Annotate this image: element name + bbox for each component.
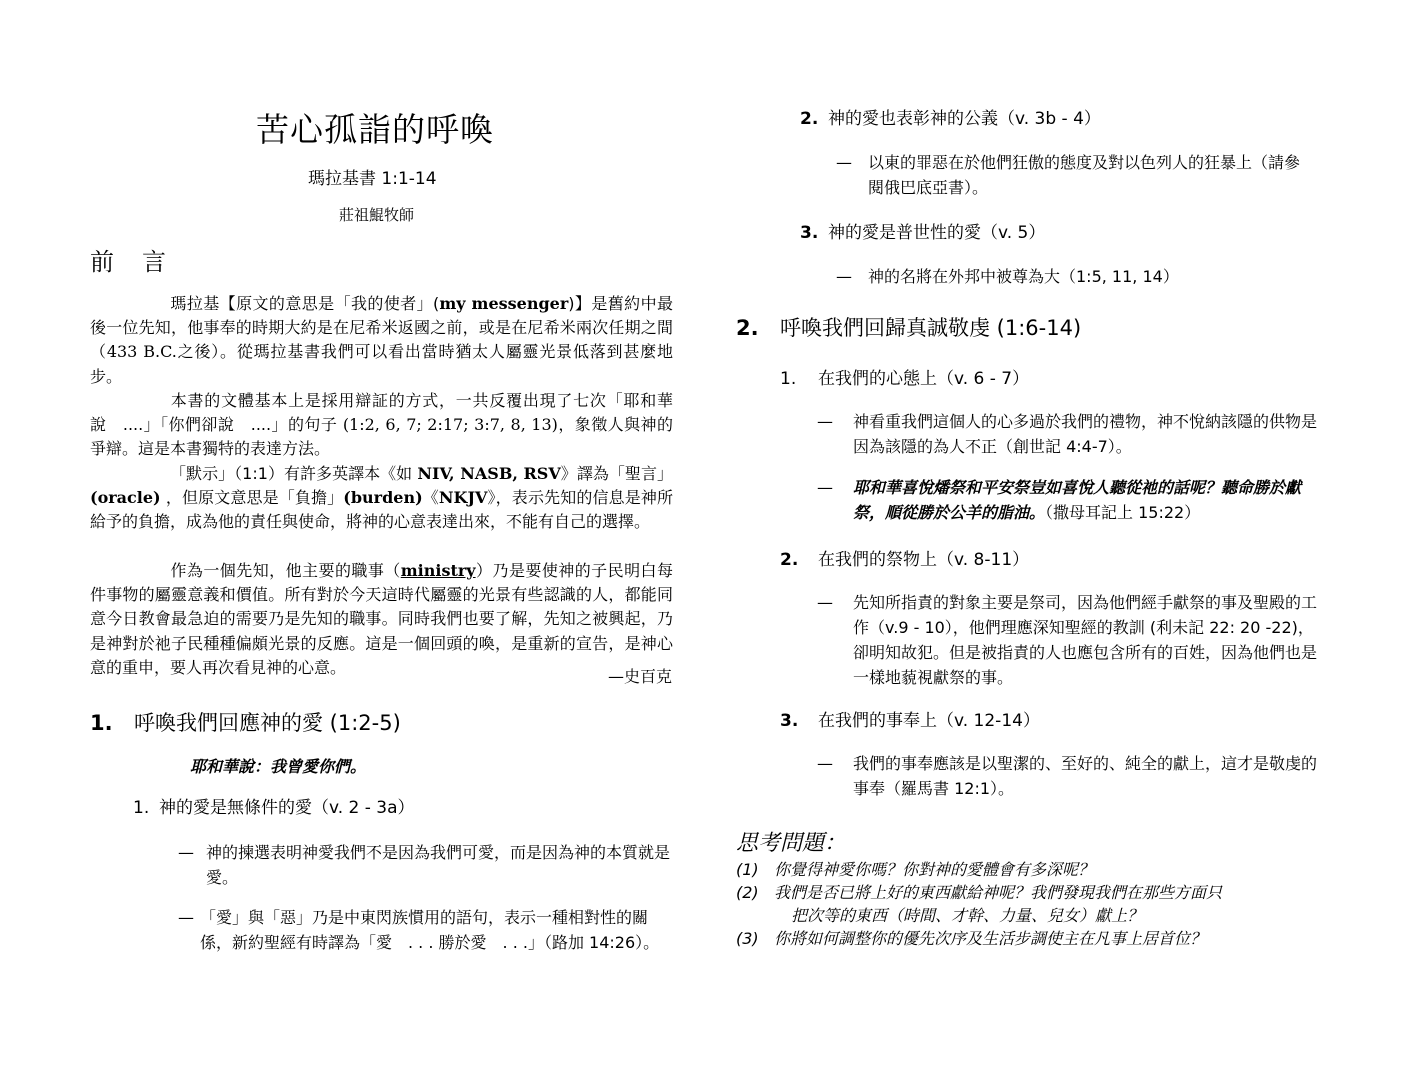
text-english: (burden) bbox=[343, 488, 423, 508]
section-2-sub-3-heading bbox=[780, 706, 1040, 731]
text-english: NIV, NASB, RSV bbox=[417, 464, 561, 483]
dash-bullet: — bbox=[817, 412, 833, 431]
dash-bullet: — bbox=[836, 267, 852, 286]
sub-number: 3. bbox=[800, 223, 819, 243]
point bbox=[817, 409, 1322, 459]
sub-number: 2. bbox=[800, 109, 819, 129]
question-3 bbox=[736, 928, 1206, 950]
sub-title: 在我們的事奉上（v. 12-14） bbox=[818, 711, 1040, 731]
text: 瑪拉基【原文的意思是「我的使者」( bbox=[170, 294, 440, 313]
point bbox=[836, 264, 1306, 289]
text-date: 433 B.C. bbox=[106, 342, 177, 362]
dash-bullet: — bbox=[817, 593, 833, 612]
sub-number: 1. bbox=[780, 369, 797, 389]
question-text: 你覺得神愛你嗎？你對神的愛體會有多深呢？ bbox=[774, 860, 1095, 879]
document-title: 苦心孤詣的呼喚 bbox=[256, 110, 494, 149]
point bbox=[817, 475, 1322, 525]
text: 之後）。從瑪拉基書我們可以看出當時猶太人屬靈光景低落到甚麼地步。 bbox=[90, 342, 673, 386]
point bbox=[817, 751, 1322, 801]
text: ，但原文意思是「負擔」 bbox=[160, 488, 344, 508]
text: 《 bbox=[422, 488, 439, 508]
sub-title: 神的愛也表彰神的公義（v. 3b - 4） bbox=[828, 109, 1101, 129]
text: ）乃是要使神的子民明白每件事物的屬靈意義和價值。所有對於今天這時代屬靈的光景有些認識的人，都能同意今日教會最急迫的需要乃是先知的職事。同時我們也要了解，先知之被興起，乃是神對於祂子民種種偏頗光景的反應。這是一個回頭的喚，是重新的宣告，是神心意的重申，要人再次看見神的心意。 bbox=[90, 561, 673, 677]
question-text: 你將如何調整你的優先次序及生活步調使主在凡事上居首位？ bbox=[774, 929, 1207, 948]
quote-attribution: —史百克 bbox=[607, 667, 672, 686]
point-reference: （撒母耳記上 15:22） bbox=[1045, 503, 1201, 522]
sub-number: 1. bbox=[133, 798, 150, 818]
preface-paragraph-3 bbox=[90, 462, 673, 535]
questions-heading: 思考問題： bbox=[736, 831, 847, 856]
text: 本書的文體基本上是採用辯証的方式，一共反覆出現了七次「耶和華說 ....」「你們卻說 ....」的句子 bbox=[90, 391, 673, 435]
dash-bullet: — bbox=[178, 843, 194, 862]
question-text: 我們是否已將上好的東西獻給神呢？我們發現我們在那些方面只 bbox=[774, 883, 1223, 902]
point bbox=[178, 905, 663, 955]
section-2-sub-1-heading bbox=[780, 364, 1029, 389]
section-number: 1. bbox=[90, 711, 113, 735]
text: )】是舊約中最後一位先知，他事奉的時期大約是在尼希米返國之前，或是在尼希米兩次任期之間（ bbox=[90, 294, 674, 362]
section-1-sub-1-heading bbox=[133, 793, 415, 818]
question-number: (3) bbox=[736, 929, 759, 948]
section-1-heading bbox=[90, 707, 401, 737]
preface-paragraph-4 bbox=[90, 559, 673, 680]
preface-heading: 前 言 bbox=[90, 248, 168, 276]
question-number: (1) bbox=[736, 860, 759, 879]
point bbox=[836, 150, 1306, 200]
sub-title: 神的愛是普世性的愛（v. 5） bbox=[828, 223, 1046, 243]
sub-number: 2. bbox=[780, 550, 799, 570]
section-1-sub-2-heading bbox=[800, 104, 1101, 129]
point-text-italic: 耶和華喜悅燔祭和平安祭豈如喜悅人聽從祂的話呢？聽命勝於獻祭，順從勝於公羊的脂油。 bbox=[853, 478, 1302, 522]
point bbox=[178, 840, 673, 890]
question-number: (2) bbox=[736, 883, 759, 902]
section-title: 呼喚我們回歸真誠敬虔 (1:6-14) bbox=[780, 316, 1082, 340]
dash-bullet: — bbox=[836, 153, 852, 172]
point-text: 先知所指責的對象主要是祭司，因為他們經手獻祭的事及聖殿的工作（v.9 - 10），他們理應深知聖經的教訓 (利未記 22: 20 -22)，卻明知故犯。但是被指責的人也應包含所有的百姓，因為他們也是一樣地藐視獻祭的事。 bbox=[853, 593, 1318, 687]
dash-bullet: — bbox=[817, 754, 833, 773]
sub-title: 在我們的心態上（v. 6 - 7） bbox=[818, 369, 1030, 389]
preface-paragraph-2 bbox=[90, 389, 673, 462]
text-references: (1:2, 6, 7; 2:17; 3:7, 8, 13) bbox=[342, 415, 558, 435]
point-text: 神看重我們這個人的心多過於我們的禮物，神不悅納該隱的供物是因為該隱的為人不正（創世記 4:4-7）。 bbox=[853, 412, 1318, 456]
section-2-heading bbox=[736, 312, 1081, 342]
sub-title: 神的愛是無條件的愛（v. 2 - 3a） bbox=[159, 798, 415, 818]
section-1-sub-3-heading bbox=[800, 218, 1045, 243]
point-text: 「愛」與「惡」乃是中東閃族慣用的語句，表示一種相對性的關係，新約聖經有時譯為「愛 . . . 勝於愛 . . .」（路加 14:26）。 bbox=[200, 908, 660, 952]
point-text: 神的揀選表明神愛我們不是因為我們可愛，而是因為神的本質就是愛。 bbox=[206, 843, 671, 887]
text-english: (oracle) bbox=[90, 488, 161, 508]
section-number: 2. bbox=[736, 316, 759, 340]
point-text: 神的名將在外邦中被尊為大（1:5, 11, 14） bbox=[868, 267, 1179, 286]
text: 》，表示先知的信息是神所給予的負擔，成為他的責任與使命，將神的心意表達出來，不能有自己的選擇。 bbox=[90, 488, 673, 532]
section-title: 呼喚我們回應神的愛 (1:2-5) bbox=[134, 711, 401, 735]
sub-number: 3. bbox=[780, 711, 799, 731]
section-2-sub-2-heading bbox=[780, 545, 1029, 570]
point-text: 我們的事奉應該是以聖潔的、至好的、純全的獻上，這才是敬虔的事奉（羅馬書 12:1）。 bbox=[853, 754, 1318, 798]
dash-bullet: — bbox=[178, 908, 194, 927]
question-2-continued: 把次等的東西（時間、才幹、力量、兒女）獻上？ bbox=[791, 906, 1144, 925]
preface-paragraph-1 bbox=[90, 292, 673, 389]
author: 莊祖鯤牧師 bbox=[339, 206, 415, 224]
sub-title: 在我們的祭物上（v. 8-11） bbox=[818, 550, 1030, 570]
section-1-quote: 耶和華說：我曾愛你們。 bbox=[190, 757, 367, 776]
text-english: ministry bbox=[400, 561, 476, 580]
text: 》譯為「聖言」 bbox=[560, 464, 673, 483]
text: 「默示」（1:1）有許多英譯本《如 bbox=[170, 464, 418, 483]
point bbox=[817, 590, 1322, 690]
text-english: NKJV bbox=[438, 488, 488, 508]
point-text: 以東的罪惡在於他們狂傲的態度及對以色列人的狂暴上（請參閱俄巴底亞書）。 bbox=[868, 153, 1301, 197]
text: ，象徵人與神的爭辯。這是本書獨特的表達方法。 bbox=[90, 415, 673, 459]
question-1 bbox=[736, 859, 1094, 881]
scripture-reference: 瑪拉基書 1:1-14 bbox=[308, 169, 437, 189]
text: 作為一個先知，他主要的職事（ bbox=[170, 561, 401, 580]
question-2 bbox=[736, 882, 1222, 904]
dash-bullet: — bbox=[817, 478, 833, 497]
text-english: my messenger bbox=[439, 294, 569, 313]
